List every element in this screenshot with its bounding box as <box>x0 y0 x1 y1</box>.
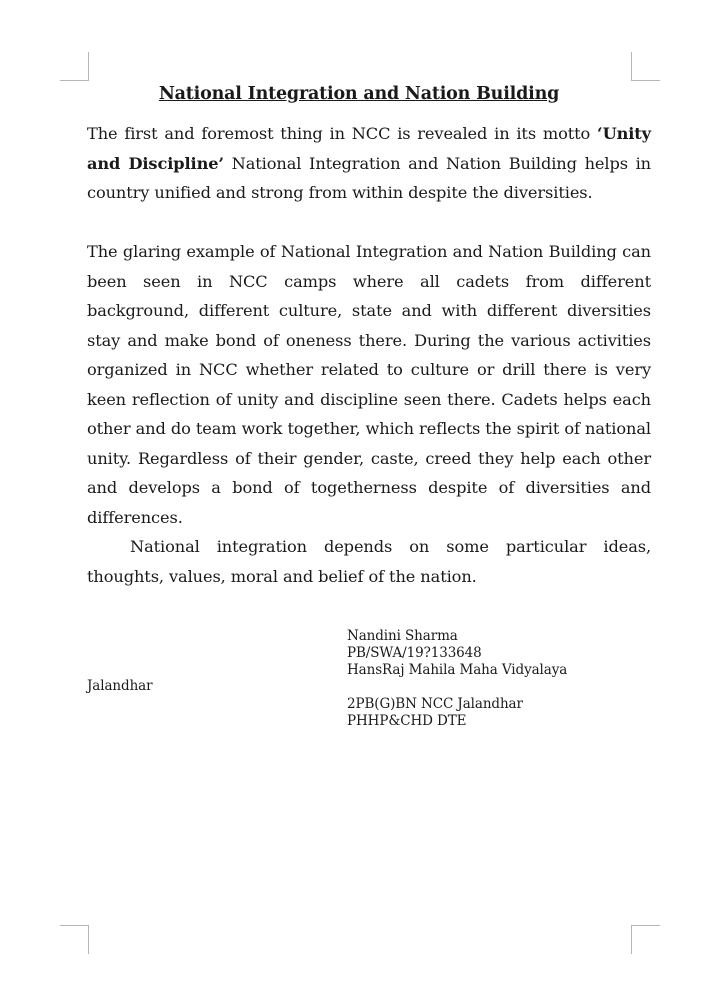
paragraph-motto <box>87 119 651 208</box>
signature-directorate: PHHP&CHD DTE <box>347 713 467 729</box>
signature-college: HansRaj Mahila Maha Vidyalaya <box>347 662 568 678</box>
signature-unit-block <box>347 696 523 730</box>
signature-city: Jalandhar <box>87 678 153 694</box>
signature-name: Nandini Sharma <box>347 628 458 644</box>
signature-block <box>347 628 567 679</box>
paragraph-motto-intro: The first and foremost thing in NCC is revealed in its motto <box>87 124 598 143</box>
paragraph-motto-rest: National Integration and Nation Building helps in country unified and strong from within despite the diversities. <box>87 153 652 202</box>
page-corner-mark-top-right <box>631 52 660 81</box>
paragraph-ncc-camps: The glaring example of National Integration and Nation Building can been seen in NCC camps where all cadets from different background, different culture, state and with different diversities stay and make bond of oneness there. During the various activities organized in NCC whether related to culture or drill there is very keen reflection of unity and discipline seen there. Cadets helps each other and do team work together, which reflects the spirit of national unity. Regardless of their gender, caste, creed they help each other and develops a bond of togetherness despite of diversities and differences. <box>87 242 651 527</box>
signature-id: PB/SWA/19?133648 <box>347 645 482 661</box>
page-corner-mark-top-left <box>60 52 89 81</box>
document-title: National Integration and Nation Building <box>158 84 560 104</box>
signature-unit: 2PB(G)BN NCC Jalandhar <box>347 696 523 712</box>
page-corner-mark-bottom-left <box>60 925 89 954</box>
page-corner-mark-bottom-right <box>631 925 660 954</box>
motto-text: ‘Unity and Discipline’ <box>87 124 651 173</box>
paragraph-national-integration: National integration depends on some particular ideas, thoughts, values, moral and belief of the nation. <box>87 537 651 586</box>
